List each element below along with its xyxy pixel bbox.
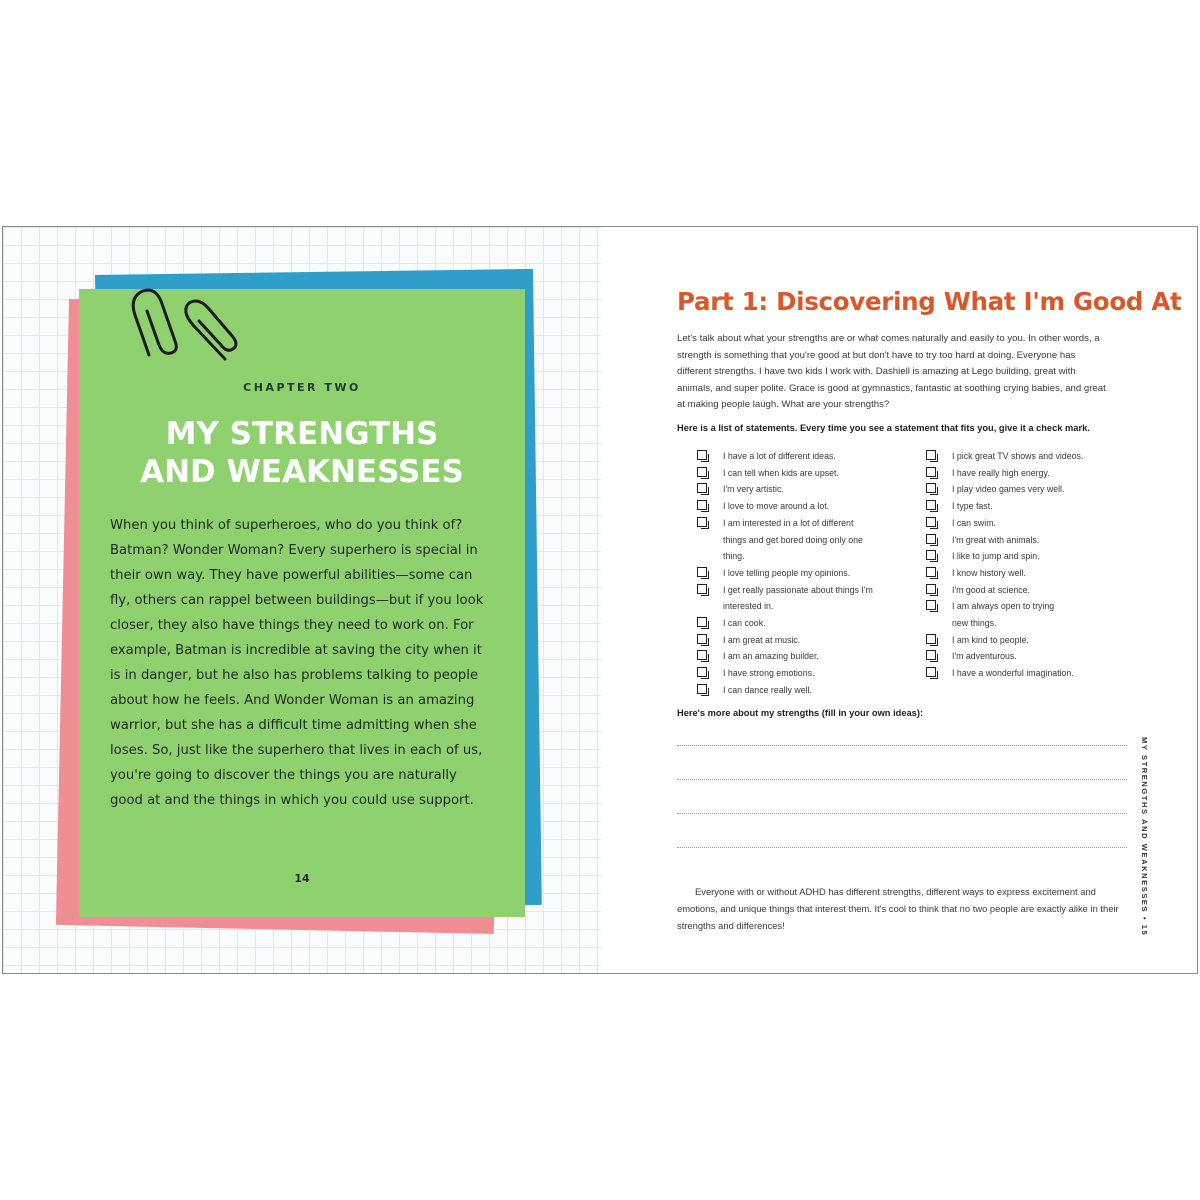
checklist-instruction: Here is a list of statements. Every time you see a statement that fits you, give it a check mark. xyxy=(677,423,1090,433)
chapter-label: CHAPTER TWO xyxy=(243,381,361,394)
checklist-item[interactable]: I am an amazing builder. xyxy=(697,648,897,665)
checkbox-icon[interactable] xyxy=(926,567,936,577)
checklist-item[interactable]: I'm great with animals. xyxy=(926,532,1126,549)
checkbox-icon[interactable] xyxy=(697,617,707,627)
checklist-item[interactable]: I'm good at science. xyxy=(926,582,1126,599)
checkbox-icon[interactable] xyxy=(926,584,936,594)
right-page xyxy=(601,227,1197,973)
checklist-item[interactable]: I know history well. xyxy=(926,565,1126,582)
checklist-item[interactable]: I can dance really well. xyxy=(697,682,897,699)
checklist-item[interactable]: I am kind to people. xyxy=(926,632,1126,649)
checklist-item[interactable]: I can tell when kids are upset. xyxy=(697,465,897,482)
checkbox-icon[interactable] xyxy=(926,667,936,677)
checkbox-icon[interactable] xyxy=(697,517,707,527)
checkbox-icon[interactable] xyxy=(697,500,707,510)
chapter-title xyxy=(79,415,525,491)
checklist-item[interactable]: I get really passionate about things I'm interested in. xyxy=(697,582,897,615)
running-head: MY STRENGTHS AND WEAKNESSES • 15 xyxy=(1140,737,1149,937)
checkbox-icon[interactable] xyxy=(926,517,936,527)
checkbox-icon[interactable] xyxy=(697,650,707,660)
chapter-title-line-2: AND WEAKNESSES xyxy=(140,454,464,490)
checklist-item[interactable]: I play video games very well. xyxy=(926,481,1126,498)
checklist-item[interactable]: I have strong emotions. xyxy=(697,665,897,682)
checkbox-icon[interactable] xyxy=(926,634,936,644)
checklist-column-left xyxy=(697,448,897,699)
checkbox-icon[interactable] xyxy=(926,550,936,560)
checkbox-icon[interactable] xyxy=(926,500,936,510)
closing-paragraph: Everyone with or without ADHD has different strengths, different ways to express excitement and emotions, and unique things that interest them. It's cool to think that no two people are exactly alike in their strengths and differences! xyxy=(677,886,1119,931)
chapter-title-line-1: MY STRENGTHS xyxy=(165,416,439,452)
chapter-intro-text: When you think of superheroes, who do you think of? Batman? Wonder Woman? Every superhero is special in their own way. They have powerful abilities—some can fly, others can rappel between buildings—but if you look closer, they also have things they need to work on. For example, Batman is incredible at saving the city when it is in danger, but he also has problems talking to people about how he feels. And Wonder Woman is an amazing warrior, but she has a difficult time admitting when she loses. So, just like the superhero that lives in each of us, you're going to discover the things you are naturally good at and the things in which you could use support. xyxy=(110,518,484,808)
checklist-item[interactable]: I pick great TV shows and videos. xyxy=(926,448,1126,465)
fill-in-line[interactable] xyxy=(677,779,1127,780)
checkbox-icon[interactable] xyxy=(926,534,936,544)
fill-in-line[interactable] xyxy=(677,813,1127,814)
checklist-item[interactable]: I have a lot of different ideas. xyxy=(697,448,897,465)
checklist-item[interactable]: I love telling people my opinions. xyxy=(697,565,897,582)
checklist-item[interactable]: I can cook. xyxy=(697,615,897,632)
fill-in-label: Here's more about my strengths (fill in your own ideas): xyxy=(677,708,924,718)
checkbox-icon[interactable] xyxy=(926,467,936,477)
checkbox-icon[interactable] xyxy=(697,634,707,644)
book-spread xyxy=(2,226,1198,974)
checkbox-icon[interactable] xyxy=(697,667,707,677)
checkbox-icon[interactable] xyxy=(697,483,707,493)
paperclip-icon xyxy=(129,263,239,363)
checkbox-icon[interactable] xyxy=(697,450,707,460)
left-page xyxy=(3,227,601,973)
checklist-item[interactable]: I can swim. xyxy=(926,515,1126,532)
checkbox-icon[interactable] xyxy=(697,467,707,477)
checkbox-icon[interactable] xyxy=(697,684,707,694)
checklist-item[interactable]: I have really high energy. xyxy=(926,465,1126,482)
checklist-item[interactable]: I love to move around a lot. xyxy=(697,498,897,515)
checklist-item[interactable]: I am great at music. xyxy=(697,632,897,649)
checklist-column-right xyxy=(926,448,1126,682)
checkbox-icon[interactable] xyxy=(697,567,707,577)
section-heading: Part 1: Discovering What I'm Good At xyxy=(677,287,1182,316)
checklist-item[interactable]: I have a wonderful imagination. xyxy=(926,665,1126,682)
checkbox-icon[interactable] xyxy=(926,600,936,610)
checklist-item[interactable]: I am always open to trying new things. xyxy=(926,598,1126,631)
checkbox-icon[interactable] xyxy=(926,483,936,493)
checklist-item[interactable]: I'm adventurous. xyxy=(926,648,1126,665)
intro-paragraph: Let's talk about what your strengths are or what comes naturally and easily to you. In other words, a strength is something that you're good at but don't have to try too hard at doing. Everyone has different strengths. I have two kids I work with. Dashiell is amazing at Lego building, great with animals, and super polite. Grace is good at gymnastics, fantastic at soothing crying babies, and great at making people laugh. What are your strengths? xyxy=(677,333,1106,411)
checklist-item[interactable]: I type fast. xyxy=(926,498,1126,515)
checklist-item[interactable]: I'm very artistic. xyxy=(697,481,897,498)
checklist-item[interactable]: I like to jump and spin. xyxy=(926,548,1126,565)
page-number-left: 14 xyxy=(294,872,310,885)
checkbox-icon[interactable] xyxy=(926,650,936,660)
checkbox-icon[interactable] xyxy=(697,584,707,594)
checkbox-icon[interactable] xyxy=(926,450,936,460)
fill-in-line[interactable] xyxy=(677,847,1127,848)
fill-in-line[interactable] xyxy=(677,745,1127,746)
checklist-item[interactable]: I am interested in a lot of different things and get bored doing only one thing. xyxy=(697,515,897,565)
